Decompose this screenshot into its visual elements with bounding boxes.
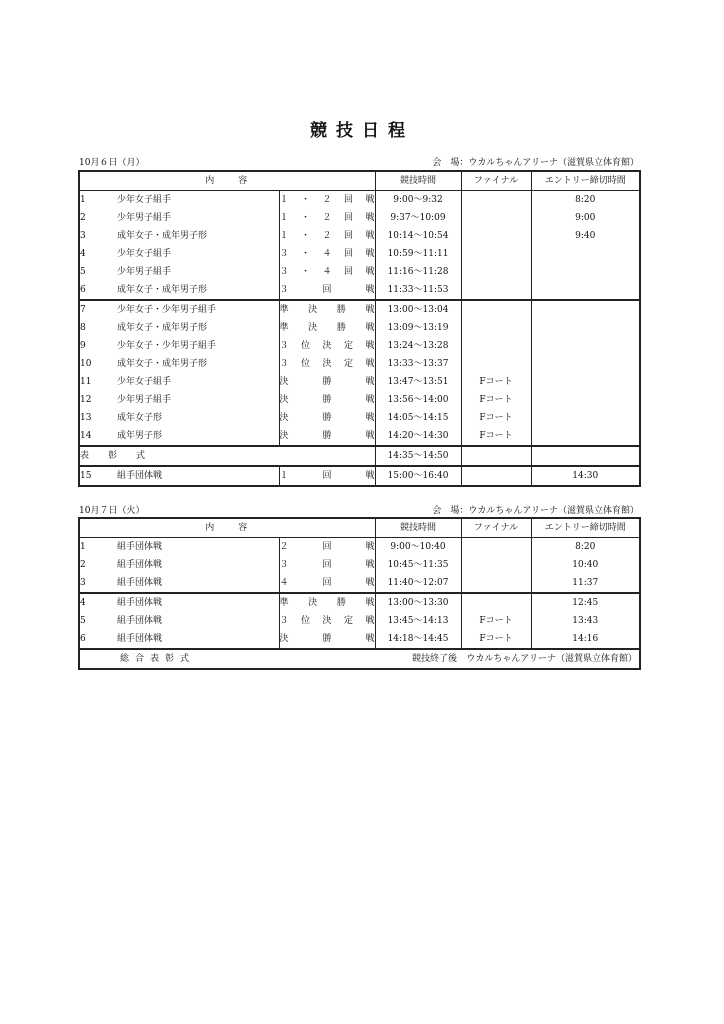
entry-deadline: 14:30 xyxy=(531,466,640,486)
entry-deadline xyxy=(531,263,640,281)
final-court xyxy=(461,300,531,319)
event-name: 組手団体戦 xyxy=(117,466,279,486)
event-name: 成年女子・成年男子形 xyxy=(117,322,208,333)
match-time: 11:16〜11:28 xyxy=(375,263,461,281)
final-court: Fコート xyxy=(461,391,531,409)
final-court xyxy=(461,466,531,486)
round-name: １回戦 xyxy=(279,466,375,486)
round-name: ３・４回戦 xyxy=(279,263,375,281)
row-number: 6 xyxy=(80,284,86,295)
row-number: 3 xyxy=(80,230,86,241)
table-row xyxy=(79,209,640,227)
round-name: ３回戦 xyxy=(279,281,375,300)
ceremony-label-text: 表彰式 xyxy=(80,450,165,461)
entry-deadline: 12:45 xyxy=(531,593,640,612)
entry-deadline xyxy=(531,337,640,355)
event-name: 組手団体戦 xyxy=(117,615,163,626)
entry-deadline xyxy=(531,446,640,466)
row-number: 8 xyxy=(80,322,86,333)
table-row xyxy=(79,245,640,263)
final-court xyxy=(461,245,531,263)
entry-deadline xyxy=(531,281,640,300)
event-name: 少年女子組手 xyxy=(117,194,172,205)
overall-ceremony-time: 競技終了後 xyxy=(375,649,461,669)
round-name: １・２回戦 xyxy=(279,227,375,245)
final-court xyxy=(461,263,531,281)
match-time: 13:33〜13:37 xyxy=(375,355,461,373)
event-name: 少年女子・少年男子組手 xyxy=(117,300,279,319)
event-name: 成年女子・成年男子形 xyxy=(117,284,208,295)
table-row xyxy=(79,574,640,593)
row-number: 5 xyxy=(80,615,86,626)
table-row xyxy=(79,319,640,337)
header-content: 内 容 xyxy=(79,518,375,538)
table-header-row xyxy=(79,518,640,538)
table-row xyxy=(79,337,640,355)
header-entry: エントリー締切時間 xyxy=(531,171,640,191)
header-time: 競技時間 xyxy=(375,518,461,538)
match-time: 13:47〜13:51 xyxy=(375,373,461,391)
event-name: 少年女子組手 xyxy=(117,376,172,387)
table-row xyxy=(79,300,640,319)
final-court: Fコート xyxy=(461,612,531,630)
entry-deadline: 9:00 xyxy=(531,209,640,227)
row-number: 9 xyxy=(80,340,86,351)
round-name: 準決勝戦 xyxy=(279,593,375,612)
row-number: 12 xyxy=(80,394,92,405)
round-name: １・２回戦 xyxy=(279,209,375,227)
entry-deadline: 11:37 xyxy=(531,574,640,593)
match-time: 14:18〜14:45 xyxy=(375,630,461,649)
round-name: ４回戦 xyxy=(279,574,375,593)
ceremony-row xyxy=(79,446,640,466)
entry-deadline: 10:40 xyxy=(531,556,640,574)
match-time: 11:33〜11:53 xyxy=(375,281,461,300)
entry-deadline: 13:43 xyxy=(531,612,640,630)
row-number: 1 xyxy=(80,194,86,205)
row-number: 2 xyxy=(80,212,86,223)
row-number: 4 xyxy=(79,593,117,612)
overall-ceremony-venue: ウカルちゃんアリーナ（滋賀県立体育館） xyxy=(461,649,640,669)
final-court: Fコート xyxy=(461,427,531,446)
table-row xyxy=(79,391,640,409)
entry-deadline: 14:16 xyxy=(531,630,640,649)
row-number: 6 xyxy=(80,633,86,644)
table-row xyxy=(79,538,640,557)
entry-deadline xyxy=(531,300,640,319)
header-final: ファイナル xyxy=(461,171,531,191)
header-final: ファイナル xyxy=(461,518,531,538)
event-name: 成年女子形 xyxy=(117,412,163,423)
round-name: ２回戦 xyxy=(279,538,375,557)
entry-deadline xyxy=(531,355,640,373)
ceremony-time: 14:35〜14:50 xyxy=(375,446,461,466)
table-row xyxy=(79,227,640,245)
row-number: 5 xyxy=(80,266,86,277)
round-name: 決勝戦 xyxy=(279,391,375,409)
event-name: 組手団体戦 xyxy=(117,593,279,612)
table-row xyxy=(79,556,640,574)
round-name: 準決勝戦 xyxy=(279,319,375,337)
round-name: ３位決定戦 xyxy=(279,337,375,355)
match-time: 15:00〜16:40 xyxy=(375,466,461,486)
header-content: 内 容 xyxy=(79,171,375,191)
table-row xyxy=(79,593,640,612)
table-row xyxy=(79,427,640,446)
row-number: 1 xyxy=(80,541,86,552)
day1-schedule-table xyxy=(78,170,641,487)
event-name: 成年男子形 xyxy=(117,430,163,441)
entry-deadline xyxy=(531,373,640,391)
table-row xyxy=(79,355,640,373)
team-row xyxy=(79,466,640,486)
final-court xyxy=(461,191,531,210)
match-time: 10:45〜11:35 xyxy=(375,556,461,574)
event-name: 少年男子組手 xyxy=(117,266,172,277)
overall-ceremony-label xyxy=(79,649,375,669)
match-time: 13:09〜13:19 xyxy=(375,319,461,337)
match-time: 11:40〜12:07 xyxy=(375,574,461,593)
final-court xyxy=(461,337,531,355)
match-time: 13:00〜13:30 xyxy=(375,593,461,612)
table-row xyxy=(79,612,640,630)
match-time: 14:05〜14:15 xyxy=(375,409,461,427)
match-time: 13:00〜13:04 xyxy=(375,300,461,319)
day1-date: 10月６日（月） xyxy=(79,158,145,168)
table-row xyxy=(79,263,640,281)
match-time: 9:00〜9:32 xyxy=(375,191,461,210)
ceremony-label xyxy=(79,446,375,466)
event-name: 組手団体戦 xyxy=(117,633,163,644)
round-name: ３・４回戦 xyxy=(279,245,375,263)
day2-header xyxy=(79,503,639,517)
event-name: 少年女子組手 xyxy=(117,248,172,259)
round-name: ３位決定戦 xyxy=(279,355,375,373)
match-time: 10:59〜11:11 xyxy=(375,245,461,263)
match-time: 14:20〜14:30 xyxy=(375,427,461,446)
event-name: 成年女子・成年男子形 xyxy=(117,358,208,369)
table-row xyxy=(79,281,640,300)
event-name: 組手団体戦 xyxy=(117,541,163,552)
entry-deadline xyxy=(531,427,640,446)
round-name: 決勝戦 xyxy=(279,427,375,446)
final-court xyxy=(461,227,531,245)
day2-date: 10月７日（火） xyxy=(79,506,145,516)
day2-venue: 会 場：ウカルちゃんアリーナ（滋賀県立体育館） xyxy=(432,506,639,516)
table-header-row xyxy=(79,171,640,191)
entry-deadline xyxy=(531,409,640,427)
row-number: 3 xyxy=(80,577,86,588)
match-time: 13:45〜14:13 xyxy=(375,612,461,630)
entry-deadline: 8:20 xyxy=(531,191,640,210)
overall-ceremony-label-text: 総合表彰式 xyxy=(120,653,196,664)
final-court xyxy=(461,593,531,612)
row-number: 11 xyxy=(80,376,92,387)
final-court xyxy=(461,209,531,227)
final-court xyxy=(461,281,531,300)
day2-schedule-table xyxy=(78,517,641,670)
match-time: 10:14〜10:54 xyxy=(375,227,461,245)
round-name: １・２回戦 xyxy=(279,191,375,210)
day1-venue: 会 場：ウカルちゃんアリーナ（滋賀県立体育館） xyxy=(432,158,639,168)
page-title: 競技日程 xyxy=(310,121,414,141)
round-name: 決勝戦 xyxy=(279,409,375,427)
match-time: 9:00〜10:40 xyxy=(375,538,461,557)
event-name: 少年女子・少年男子組手 xyxy=(117,340,217,351)
final-court xyxy=(461,538,531,557)
table-row xyxy=(79,373,640,391)
final-court xyxy=(461,556,531,574)
final-court xyxy=(461,574,531,593)
round-name: 決勝戦 xyxy=(279,630,375,649)
event-name: 少年男子組手 xyxy=(117,394,172,405)
final-court: Fコート xyxy=(461,373,531,391)
entry-deadline xyxy=(531,319,640,337)
event-name: 組手団体戦 xyxy=(117,577,163,588)
row-number: 14 xyxy=(80,430,92,441)
round-name: 準決勝戦 xyxy=(279,300,375,319)
row-number: 13 xyxy=(80,412,92,423)
table-row xyxy=(79,630,640,649)
header-time: 競技時間 xyxy=(375,171,461,191)
final-court xyxy=(461,355,531,373)
table-row xyxy=(79,409,640,427)
entry-deadline xyxy=(531,245,640,263)
round-name: 決勝戦 xyxy=(279,373,375,391)
round-name: ３回戦 xyxy=(279,556,375,574)
entry-deadline xyxy=(531,391,640,409)
event-name: 成年女子・成年男子形 xyxy=(117,230,208,241)
row-number: 7 xyxy=(79,300,117,319)
row-number: 4 xyxy=(80,248,86,259)
match-time: 9:37〜10:09 xyxy=(375,209,461,227)
row-number: 10 xyxy=(80,358,92,369)
header-entry: エントリー締切時間 xyxy=(531,518,640,538)
row-number: 2 xyxy=(80,559,86,570)
row-number: 15 xyxy=(79,466,117,486)
match-time: 13:24〜13:28 xyxy=(375,337,461,355)
table-row xyxy=(79,191,640,210)
round-name: ３位決定戦 xyxy=(279,612,375,630)
event-name: 少年男子組手 xyxy=(117,212,172,223)
final-court: Fコート xyxy=(461,409,531,427)
final-court xyxy=(461,319,531,337)
final-court: Fコート xyxy=(461,630,531,649)
event-name: 組手団体戦 xyxy=(117,559,163,570)
match-time: 13:56〜14:00 xyxy=(375,391,461,409)
entry-deadline: 9:40 xyxy=(531,227,640,245)
day1-header xyxy=(79,155,639,169)
entry-deadline: 8:20 xyxy=(531,538,640,557)
overall-ceremony-row xyxy=(79,649,640,669)
final-court xyxy=(461,446,531,466)
